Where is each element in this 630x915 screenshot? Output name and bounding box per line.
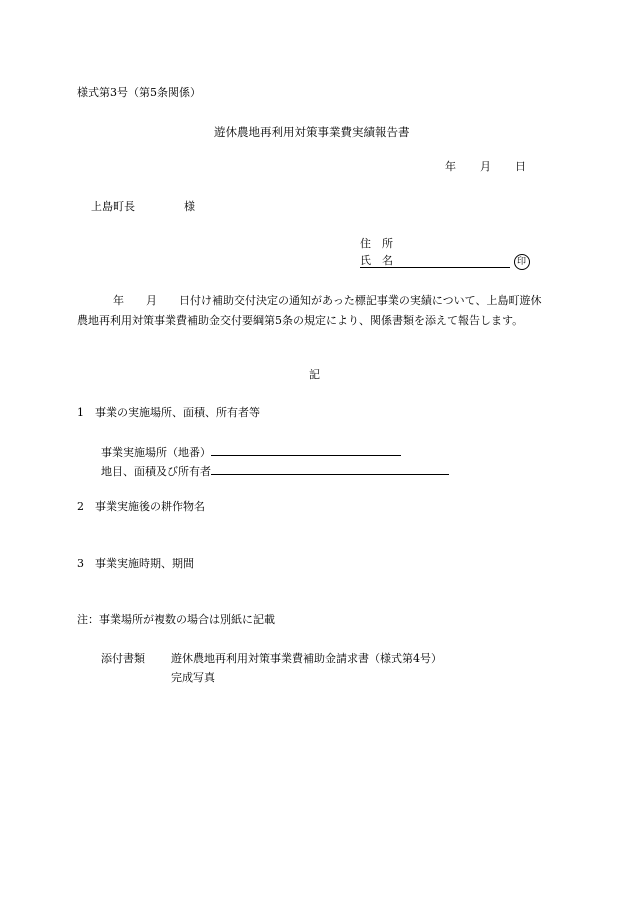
address-label: 住 所	[360, 237, 393, 250]
date-month: 月	[480, 160, 491, 173]
body-paragraph: 年 月 日付け補助交付決定の通知があった標記事業の実績について、上島町遊休農地再利用対策事業費補助金交付要綱第5条の規定により、関係書類を添えて報告します。	[77, 294, 542, 327]
field-location-line	[211, 443, 401, 456]
field-area-line	[211, 462, 449, 475]
note: 注：事業場所が複数の場合は別紙に記載	[77, 613, 275, 626]
attachments-label: 添付書類	[101, 652, 145, 665]
field-location	[101, 443, 401, 459]
date-day: 日	[515, 160, 526, 173]
name-label: 氏 名	[360, 254, 393, 267]
attachment-2: 完成写真	[171, 671, 215, 684]
item-1-label: 1 事業の実施場所、面積、所有者等	[77, 406, 260, 419]
item-3-label: 3 事業実施時期、期間	[77, 557, 194, 570]
attachment-1: 遊休農地再利用対策事業費補助金請求書（様式第4号）	[171, 652, 442, 665]
ki-heading: 記	[309, 368, 320, 381]
addressee-name: 上島町長	[91, 200, 135, 213]
field-area	[101, 462, 449, 478]
addressee-honorific: 様	[184, 200, 195, 213]
form-number: 様式第3号（第5条関係）	[77, 86, 201, 99]
name-field-line	[360, 254, 510, 268]
seal-mark: 印	[514, 254, 530, 270]
name-field	[360, 254, 530, 270]
item-2-label: 2 事業実施後の耕作物名	[77, 500, 205, 513]
field-area-label: 地目、面積及び所有者	[101, 465, 211, 478]
document-title: 遊休農地再利用対策事業費実績報告書	[214, 125, 410, 139]
field-location-label: 事業実施場所（地番）	[101, 446, 211, 459]
date-year: 年	[445, 160, 456, 173]
